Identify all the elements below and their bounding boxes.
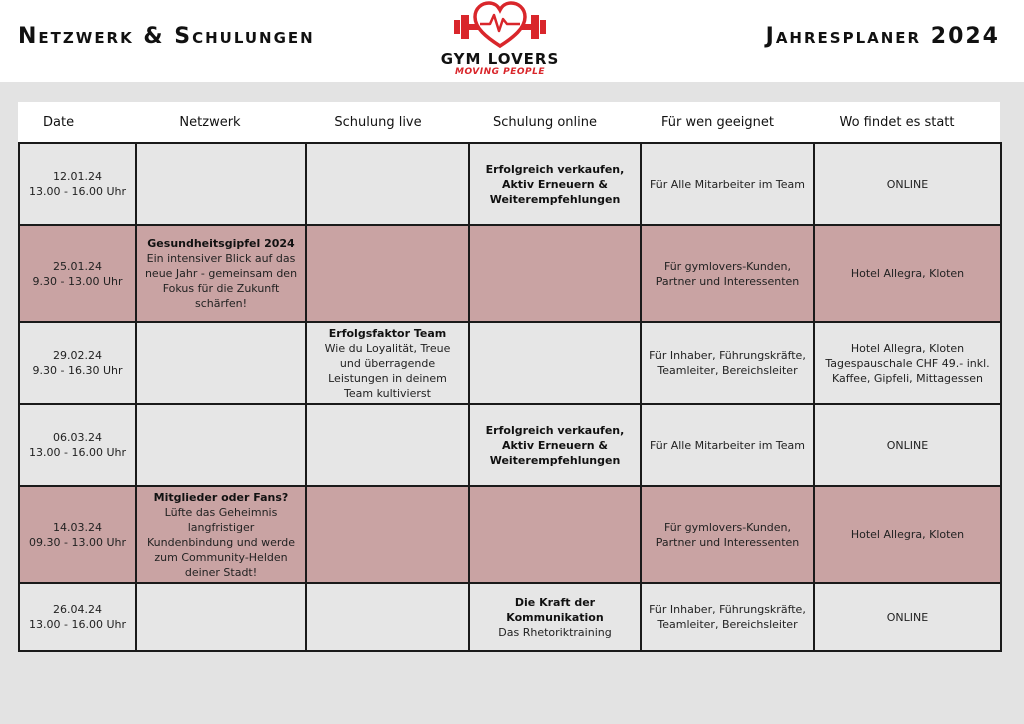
date-cell (19, 322, 136, 404)
date-cell (19, 225, 136, 322)
schulung-online-cell (469, 486, 641, 583)
schulung-live-cell (306, 404, 469, 486)
event-date: 06.03.24 (53, 431, 102, 444)
event-title: Die Kraft der Kommunikation (506, 595, 604, 624)
schulung-live-cell (306, 143, 469, 225)
location-cell: Hotel Allegra, Kloten (814, 486, 1001, 583)
audience-cell: Für Alle Mitarbeiter im Team (641, 143, 814, 225)
column-header-netzwerk: Netzwerk (179, 115, 241, 130)
location-cell: ONLINE (814, 143, 1001, 225)
location-cell: Hotel Allegra, Kloten Tagespauschale CHF 49.- inkl. Kaffee, Gipfeli, Mittagessen (814, 322, 1001, 404)
date-cell (19, 143, 136, 225)
date-cell (19, 404, 136, 486)
schulung-online-cell (469, 583, 641, 651)
netzwerk-cell (136, 404, 306, 486)
netzwerk-cell (136, 583, 306, 651)
event-description: Lüfte das Geheimnis langfristiger Kundenbindung und werde zum Community-Helden deiner Stadt! (146, 505, 295, 579)
table-row (19, 583, 1001, 651)
schulung-online-cell (469, 404, 641, 486)
column-header-schulung-online: Schulung online (492, 115, 597, 130)
event-table (18, 142, 1002, 652)
event-title: Mitglieder oder Fans? (153, 490, 289, 504)
schulung-online-cell (469, 225, 641, 322)
event-title: Erfolgsfaktor Team (328, 326, 447, 340)
schulung-live-cell (306, 322, 469, 404)
column-header-date: Date (43, 115, 75, 130)
event-date: 14.03.24 (53, 520, 102, 534)
brand-name: GYM LOVERS (440, 50, 560, 68)
event-time: 9.30 - 16.30 Uhr (32, 364, 123, 377)
netzwerk-cell (136, 143, 306, 225)
schulung-live-cell (306, 225, 469, 322)
event-time: 13.00 - 16.00 Uhr (29, 618, 126, 631)
event-description: Wie du Loyalität, Treue und überragende Leistungen in deinem Team kultivierst (324, 341, 451, 400)
table-row (19, 404, 1001, 486)
event-time: 13.00 - 16.00 Uhr (29, 446, 126, 459)
date-cell (19, 583, 136, 651)
schulung-live-cell (306, 486, 469, 583)
audience-cell: Für gymlovers-Kunden, Partner und Interessenten (641, 486, 814, 583)
location-cell: Hotel Allegra, Kloten (814, 225, 1001, 322)
event-date: 25.01.24 (53, 259, 102, 273)
column-header-audience: Für wen geeignet (661, 115, 774, 130)
event-title: Erfolgreich verkaufen, Aktiv Erneuern & Weiterempfehlungen (485, 162, 625, 206)
netzwerk-cell (136, 486, 306, 583)
table-row (19, 225, 1001, 322)
event-date: 12.01.24 (53, 170, 102, 183)
event-date: 26.04.24 (53, 603, 102, 616)
audience-cell: Für gymlovers-Kunden, Partner und Interessenten (641, 225, 814, 322)
event-time: 09.30 - 13.00 Uhr (29, 535, 126, 549)
schulung-live-cell (306, 583, 469, 651)
netzwerk-cell (136, 225, 306, 322)
page-header (0, 0, 1024, 82)
planner-title: Jahresplaner 2024 (765, 24, 1000, 49)
column-header-location: Wo findet es statt (839, 115, 955, 130)
event-description: Ein intensiver Blick auf das neue Jahr - gemeinsam den Fokus für die Zukunft schärfen! (144, 252, 298, 310)
location-cell: ONLINE (814, 404, 1001, 486)
column-header-schulung-live: Schulung live (334, 115, 422, 130)
table-header (18, 102, 1000, 143)
schulung-online-cell (469, 322, 641, 404)
table-row (19, 143, 1001, 225)
table-row (19, 322, 1001, 404)
event-date: 29.02.24 (53, 349, 102, 362)
page-title: Netzwerk & Schulungen (18, 24, 315, 49)
event-time: 9.30 - 13.00 Uhr (32, 274, 123, 288)
audience-cell: Für Alle Mitarbeiter im Team (641, 404, 814, 486)
schulung-online-cell (469, 143, 641, 225)
audience-cell: Für Inhaber, Führungskräfte, Teamleiter, Bereichsleiter (641, 322, 814, 404)
table-row (19, 486, 1001, 583)
heart-dumbbell-icon (452, 0, 548, 50)
event-time: 13.00 - 16.00 Uhr (29, 185, 126, 198)
event-title: Erfolgreich verkaufen, Aktiv Erneuern & Weiterempfehlungen (485, 423, 625, 467)
event-description: Das Rhetoriktraining (498, 625, 612, 639)
netzwerk-cell (136, 322, 306, 404)
brand-logo (420, 0, 580, 82)
event-title: Gesundheitsgipfel 2024 (147, 237, 295, 250)
location-cell: ONLINE (814, 583, 1001, 651)
audience-cell: Für Inhaber, Führungskräfte, Teamleiter, Bereichsleiter (641, 583, 814, 651)
date-cell (19, 486, 136, 583)
brand-tagline: MOVING PEOPLE (454, 67, 546, 77)
